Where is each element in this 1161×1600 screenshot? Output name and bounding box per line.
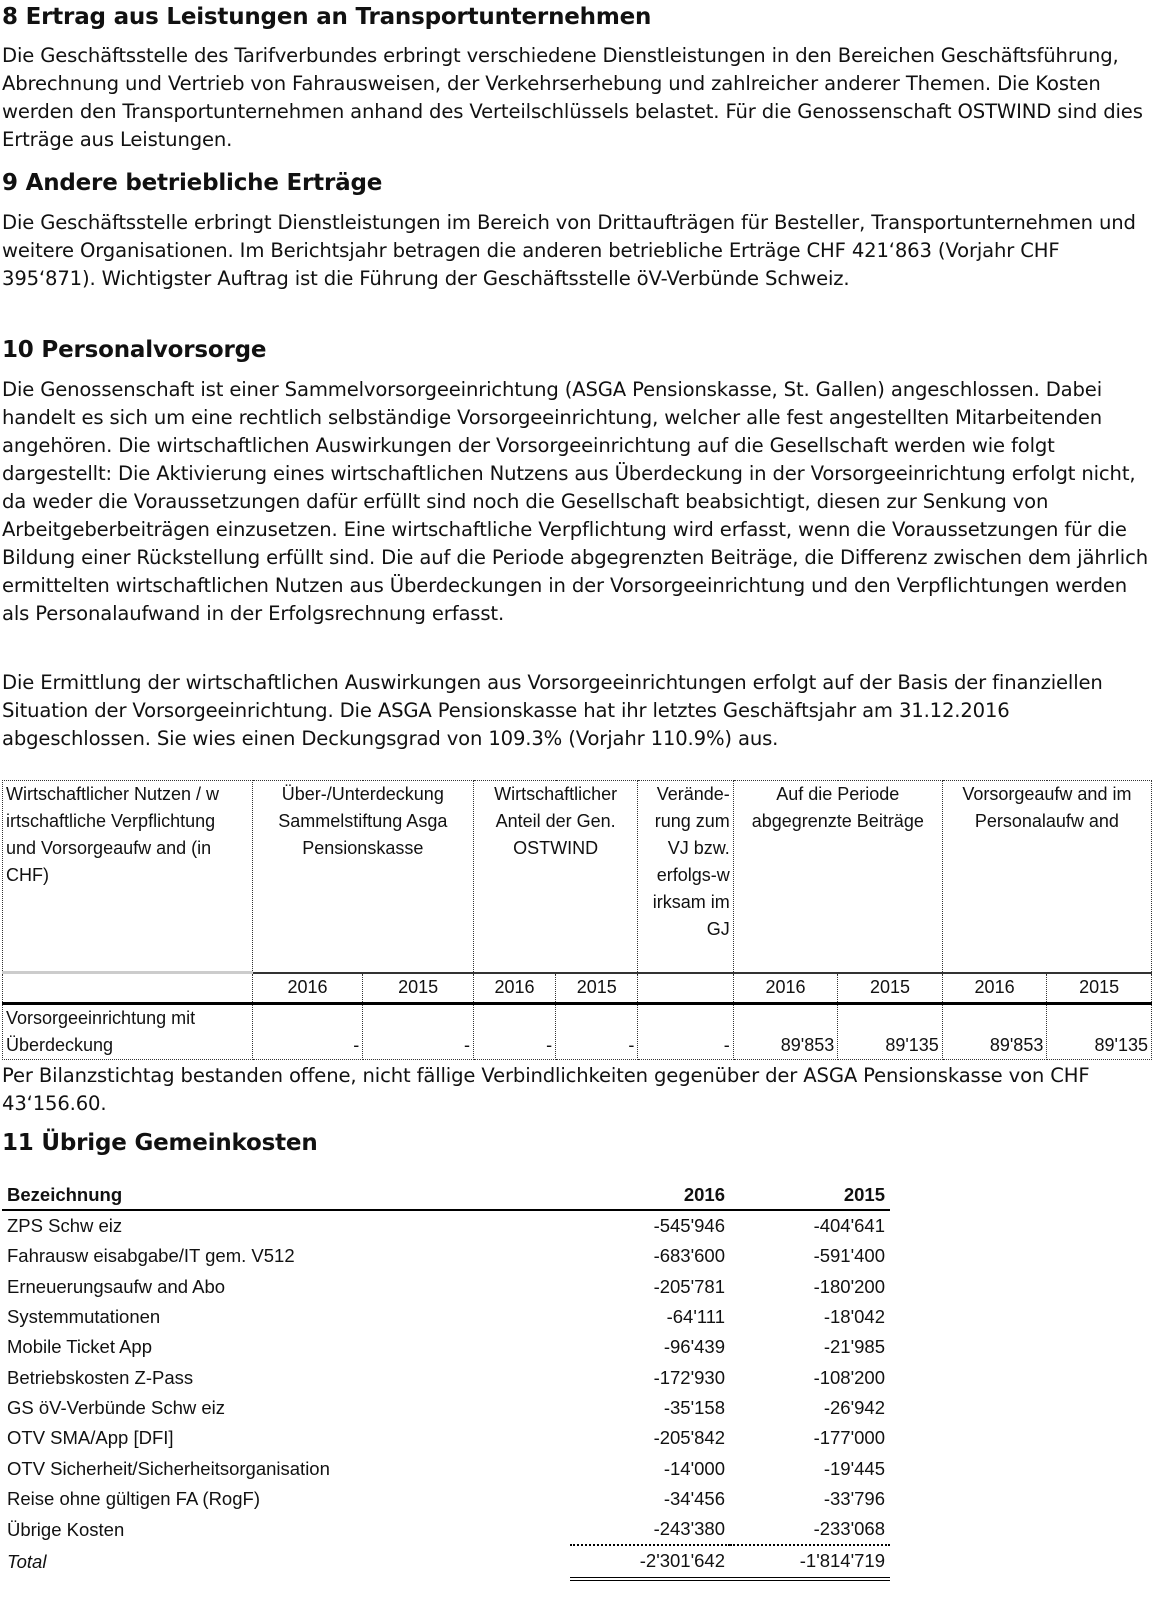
costs-total-2015: -1'814'719 [730,1545,890,1578]
pension-cell-dash: - [556,1004,638,1060]
pension-header-row [3,781,1152,973]
pension-year-blank [638,973,733,1004]
costs-row-2016: -64'111 [666,1306,725,1328]
costs-header-2015: 2015 [730,1181,890,1210]
costs-row-2016: -545'946 [653,1215,725,1237]
costs-row-2015: -180'200 [813,1275,885,1297]
costs-total-2016: -2'301'642 [570,1545,730,1578]
section-8-heading: 8 Ertrag aus Leistungen an Transportunternehmen [2,4,652,30]
costs-row-2016: -205'842 [653,1427,725,1449]
pension-cell-expense-2016: 89'853 [942,1004,1047,1060]
costs-row [2,1514,890,1545]
costs-header-2016: 2016 [570,1181,730,1210]
costs-row-label: Systemmutationen [7,1306,161,1328]
costs-row-2016: -34'456 [663,1487,725,1509]
costs-row-2015: -21'985 [823,1336,885,1358]
section-8-text: Die Geschäftsstelle des Tarifverbundes erbringt verschiedene Dienstleistungen in den Bereichen Geschäftsführung, Abrechnung und Vertrieb von Fahrausweisen, der Verkehrserhebung und zahlreicher anderer Themen. Die Kosten werden den Transportunternehmen anhand des Verteilschlüssels belastet. Für die Genossenschaft OSTWIND sind dies Erträge aus Leistungen. [2,44,1143,151]
costs-row-2016: -683'600 [653,1245,725,1267]
pension-cell-contrib-2015: 89'135 [838,1004,943,1060]
costs-row-label: OTV SMA/App [DFI] [7,1427,174,1449]
costs-row-label: ZPS Schw eiz [7,1215,123,1237]
pension-header-contributions: Auf die Periode abgegrenzte Beiträge [733,781,942,973]
pension-year-2016: 2016 [942,973,1047,1004]
costs-row-2015: -26'942 [823,1396,885,1418]
costs-row [2,1393,890,1423]
costs-row-2015: -591'400 [813,1245,885,1267]
section-10-heading: 10 Personalvorsorge [2,337,267,363]
costs-row-2016: -205'781 [653,1275,725,1297]
pension-year-2016: 2016 [252,973,363,1004]
pension-cell-dash: - [363,1004,474,1060]
costs-row-2015: -19'445 [823,1457,885,1479]
section-10-text-2: Die Ermittlung der wirtschaftlichen Auswirkungen aus Vorsorgeeinrichtungen erfolgt auf der Basis der finanziellen Situation der Vorsorgeeinrichtung. Die ASGA Pensionskasse hat ihr letztes Geschäftsjahr am 31.12.2016 abgeschlossen. Sie wies einen Deckungsgrad von 109.3% (Vorjahr 110.9%) aus. [2,671,1103,750]
pension-header-share: Wirtschaftlicher Anteil der Gen. OSTWIND [473,781,637,973]
costs-row-2015: -233'068 [813,1518,885,1540]
costs-total-row [2,1545,890,1578]
pension-data-row [3,1004,1152,1060]
costs-row-label: Übrige Kosten [7,1518,125,1540]
costs-row-2016: -243'380 [653,1518,725,1540]
pension-year-2016: 2016 [733,973,838,1004]
costs-row-label: GS öV-Verbünde Schw eiz [7,1396,226,1418]
section-9-text: Die Geschäftsstelle erbringt Dienstleistungen im Bereich von Drittaufträgen für Besteller, Transportunternehmen und weitere Organisationen. Im Berichtsjahr betragen die anderen betriebliche Erträge CHF 421‘863 (Vorjahr CHF 395‘871). Wichtigster Auftrag ist die Führung der Geschäftsstelle öV-Verbünde Schweiz. [2,211,1136,290]
section-10-text-1: Die Genossenschaft ist einer Sammelvorsorgeeinrichtung (ASGA Pensionskasse, St. Gallen) angeschlossen. Dabei handelt es sich um eine rechtlich selbständige Vorsorgeeinrichtung, welcher alle fest angestellten Mitarbeitenden angehören. Die wirtschaftlichen Auswirkungen der Vorsorgeeinrichtung auf die Gesellschaft werden wie folgt dargestellt: Die Aktivierung eines wirtschaftlichen Nutzens aus Überdeckung in der Vorsorgeeinrichtung erfolgt nicht, da weder die Voraussetzungen dafür erfüllt sind noch die Gesellschaft beabsichtigt, diesen zur Senkung von Arbeitgeberbeiträgen einzusetzen. Eine wirtschaftliche Verpflichtung wird erfasst, wenn die Voraussetzungen für die Bildung einer Rückstellung erfüllt sind. Die auf die Periode abgegrenzten Beiträge, die Differenz zwischen dem jährlich ermittelten wirtschaftlichen Nutzen aus Überdeckungen in der Vorsorgeeinrichtung und den Verpflichtungen werden als Personalaufwand in der Erfolgsrechnung erfasst. [2,378,1148,625]
pension-year-2015: 2015 [556,973,638,1004]
pension-cell-dash: - [473,1004,555,1060]
costs-row-2016: -96'439 [663,1336,725,1358]
section-9-heading: 9 Andere betriebliche Erträge [2,170,383,196]
pension-year-2015: 2015 [838,973,943,1004]
pension-cell-dash: - [638,1004,733,1060]
costs-row [2,1241,890,1271]
costs-row [2,1423,890,1453]
costs-row [2,1453,890,1483]
costs-row [2,1484,890,1514]
costs-row-label: OTV Sicherheit/Sicherheitsorganisation [7,1457,330,1479]
pension-header-label: Wirtschaftlicher Nutzen / w irtschaftliche Verpflichtung und Vorsorgeaufw and (in CHF) [3,781,253,973]
pension-cell-dash: - [252,1004,363,1060]
pension-cell-expense-2015: 89'135 [1047,1004,1152,1060]
costs-table [2,1181,890,1581]
section-11-heading: 11 Übrige Gemeinkosten [2,1130,318,1156]
pension-row-label: Vorsorgeeinrichtung mit Überdeckung [3,1004,253,1060]
pension-table [2,780,1152,1060]
costs-row-2015: -404'641 [813,1215,885,1237]
pension-header-overcoverage: Über-/Unterdeckung Sammelstiftung Asga Pensionskasse [252,781,473,973]
costs-row [2,1302,890,1332]
costs-row-2015: -33'796 [823,1487,885,1509]
costs-row-2016: -172'930 [653,1366,725,1388]
pension-year-2015: 2015 [1047,973,1152,1004]
costs-row-label: Reise ohne gültigen FA (RogF) [7,1487,260,1509]
costs-row-label: Fahrausw eisabgabe/IT gem. V512 [7,1245,295,1267]
pension-header-change: Verände-rung zum VJ bzw. erfolgs-w irksam im GJ [638,781,733,973]
costs-row [2,1332,890,1362]
costs-row [2,1272,890,1302]
costs-header-row [2,1181,890,1210]
pension-cell-contrib-2016: 89'853 [733,1004,838,1060]
costs-row-label: Betriebskosten Z-Pass [7,1366,194,1388]
costs-row-2015: -177'000 [813,1427,885,1449]
costs-header-label: Bezeichnung [2,1181,570,1210]
costs-row [2,1362,890,1392]
costs-row-2015: -18'042 [823,1306,885,1328]
costs-row-label: Mobile Ticket App [7,1336,152,1358]
pension-year-2016: 2016 [473,973,555,1004]
costs-row-2016: -14'000 [663,1457,725,1479]
pension-years-row [3,973,1152,1004]
pension-year-blank [3,973,253,1004]
costs-row-2015: -108'200 [813,1366,885,1388]
costs-row-label: Erneuerungsaufw and Abo [7,1275,226,1297]
costs-row [2,1210,890,1241]
pension-header-expense: Vorsorgeaufw and im Personalaufw and [942,781,1151,973]
costs-total-label: Total [7,1550,47,1572]
section-10-text-3: Per Bilanzstichtag bestanden offene, nicht fällige Verbindlichkeiten gegenüber der ASGA Pensionskasse von CHF 43‘156.60. [2,1064,1090,1115]
pension-year-2015: 2015 [363,973,474,1004]
costs-row-2016: -35'158 [663,1396,725,1418]
